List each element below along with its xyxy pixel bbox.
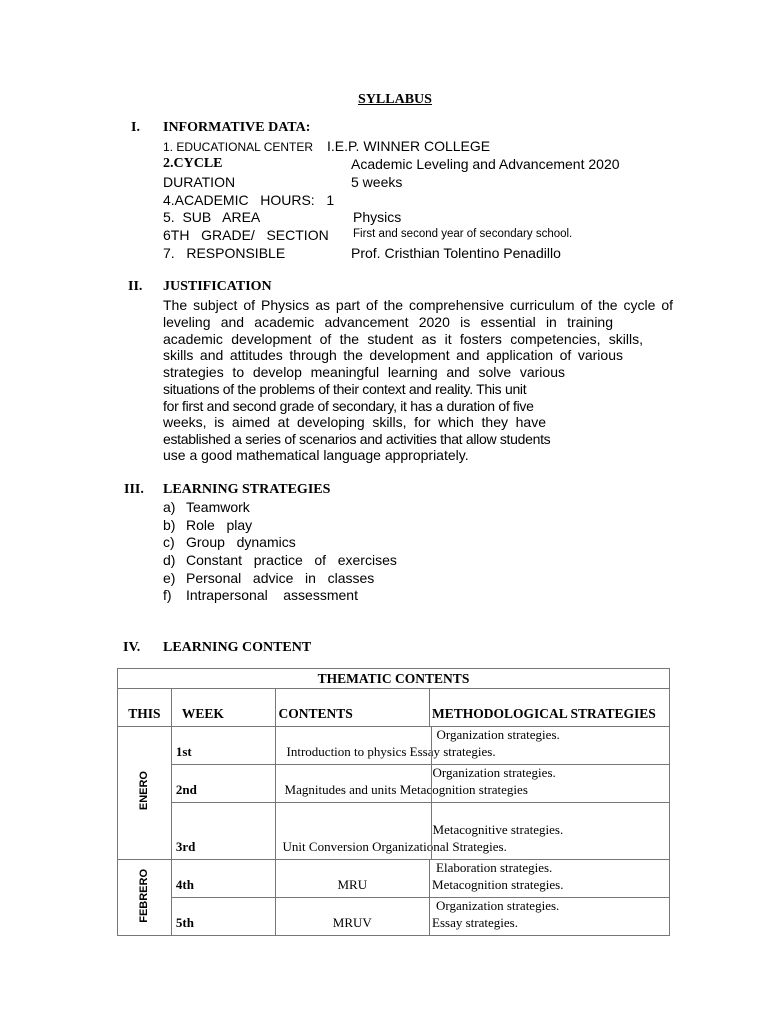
page-title: SYLLABUS (358, 92, 432, 107)
info-label-cycle: 2.CYCLE (163, 156, 223, 171)
row-content-cell (275, 803, 669, 860)
row-strategy: Elaboration strategies. (436, 860, 553, 875)
month-label: FEBRERO (138, 868, 151, 923)
strategy-item: Teamwork (186, 499, 250, 515)
info-label-center: 1. EDUCATIONAL CENTER (163, 140, 314, 154)
table-caption-row (118, 669, 670, 689)
header-contents: CONTENTS (275, 689, 430, 727)
row-content: Unit Conversion Organizational Strategies. (282, 839, 507, 854)
strategy-letter: e) (163, 570, 176, 586)
strategy-letter: a) (163, 499, 176, 515)
header-this: THIS (118, 689, 172, 727)
info-label-responsible: 7. RESPONSIBLE (163, 245, 286, 261)
header-strategies: METHODOLOGICAL STRATEGIES (430, 689, 670, 727)
strategy-item: Role play (186, 517, 253, 533)
row-strategy-cell (430, 898, 670, 936)
row-strategy: Organization strategies. (436, 898, 560, 913)
strategy-item: Personal advice in classes (186, 570, 375, 586)
month-cell (118, 727, 172, 860)
strategy-item: Group dynamics (186, 534, 296, 550)
info-value-subarea: Physics (353, 209, 402, 225)
table-caption: THEMATIC CONTENTS (118, 669, 670, 689)
info-value-cycle: Academic Leveling and Advancement 2020 (351, 156, 620, 172)
info-label-duration: DURATION (163, 174, 236, 190)
row-content: Magnitudes and units Metacognition strategies (284, 782, 528, 797)
section-number-2: II. (128, 279, 143, 294)
table-row (118, 860, 670, 898)
row-strategy: Organization strategies. (436, 727, 560, 742)
row-strategy: Organization strategies. (432, 765, 556, 780)
justification-line: established a series of scenarios and activities that allow students (163, 431, 551, 447)
justification-line: situations of the problems of their context and reality. This unit (163, 381, 527, 397)
week-cell: 4th (171, 860, 275, 898)
row-strategy-2: Essay strategies. (432, 915, 518, 930)
info-value-center: I.E.P. WINNER COLLEGE (327, 138, 491, 154)
month-label: ENERO (138, 771, 151, 811)
thematic-contents-table (117, 668, 670, 936)
justification-line: The subject of Physics as part of the comprehensive curriculum of the cycle of (163, 297, 673, 313)
info-value-duration: 5 weeks (351, 174, 403, 190)
section-title-justification: JUSTIFICATION (163, 279, 272, 294)
table-row (118, 765, 670, 803)
row-content: MRUV (275, 898, 430, 936)
table-row (118, 898, 670, 936)
week-cell: 1st (171, 727, 275, 765)
column-divider (431, 727, 432, 764)
row-strategy: Metacognitive strategies. (432, 822, 564, 837)
row-content: Introduction to physics Essay strategies. (286, 744, 496, 759)
info-label-hours: 4.ACADEMIC HOURS: 1 (163, 192, 335, 208)
strategy-item: Intrapersonal assessment (186, 587, 358, 603)
justification-line: strategies to develop meaningful learning and solve various (163, 364, 565, 380)
column-divider (431, 803, 432, 859)
row-strategy-cell (430, 860, 670, 898)
section-title-informative: INFORMATIVE DATA: (163, 120, 311, 135)
row-content: MRU (275, 860, 430, 898)
section-number-3: III. (124, 482, 144, 497)
week-cell: 2nd (171, 765, 275, 803)
header-week: WEEK (171, 689, 275, 727)
week-cell: 3rd (171, 803, 275, 860)
column-divider (431, 765, 432, 802)
strategy-item: Constant practice of exercises (186, 552, 397, 568)
row-content-cell (275, 727, 669, 765)
justification-line: skills and attitudes through the development and application of various (163, 347, 623, 363)
justification-line: for first and second grade of secondary, it has a duration of five (163, 398, 534, 414)
justification-line: academic development of the student as it fosters competencies, skills, (163, 331, 643, 347)
info-label-subarea: 5. SUB AREA (163, 209, 261, 225)
table-row (118, 803, 670, 860)
section-number-4: IV. (123, 640, 141, 655)
strategy-letter: b) (163, 517, 176, 533)
section-title-content: LEARNING CONTENT (163, 640, 312, 655)
strategy-letter: c) (163, 534, 175, 550)
strategy-letter: d) (163, 552, 176, 568)
strategy-letter: f) (163, 587, 172, 603)
table-header-row (118, 689, 670, 727)
section-number-1: I. (131, 120, 140, 135)
row-strategy-2: Metacognition strategies. (432, 877, 564, 892)
section-title-strategies: LEARNING STRATEGIES (163, 482, 331, 497)
info-label-grade: 6TH GRADE/ SECTION (163, 227, 329, 243)
table-row (118, 727, 670, 765)
justification-line: leveling and academic advancement 2020 is essential in training (163, 314, 613, 330)
month-cell (118, 860, 172, 936)
info-value-responsible: Prof. Cristhian Tolentino Penadillo (351, 245, 561, 261)
justification-line: use a good mathematical language appropriately. (163, 447, 469, 463)
justification-line: weeks, is aimed at developing skills, for which they have (163, 414, 546, 430)
info-value-grade: First and second year of secondary school. (353, 228, 573, 240)
week-cell: 5th (171, 898, 275, 936)
row-content-cell (275, 765, 669, 803)
